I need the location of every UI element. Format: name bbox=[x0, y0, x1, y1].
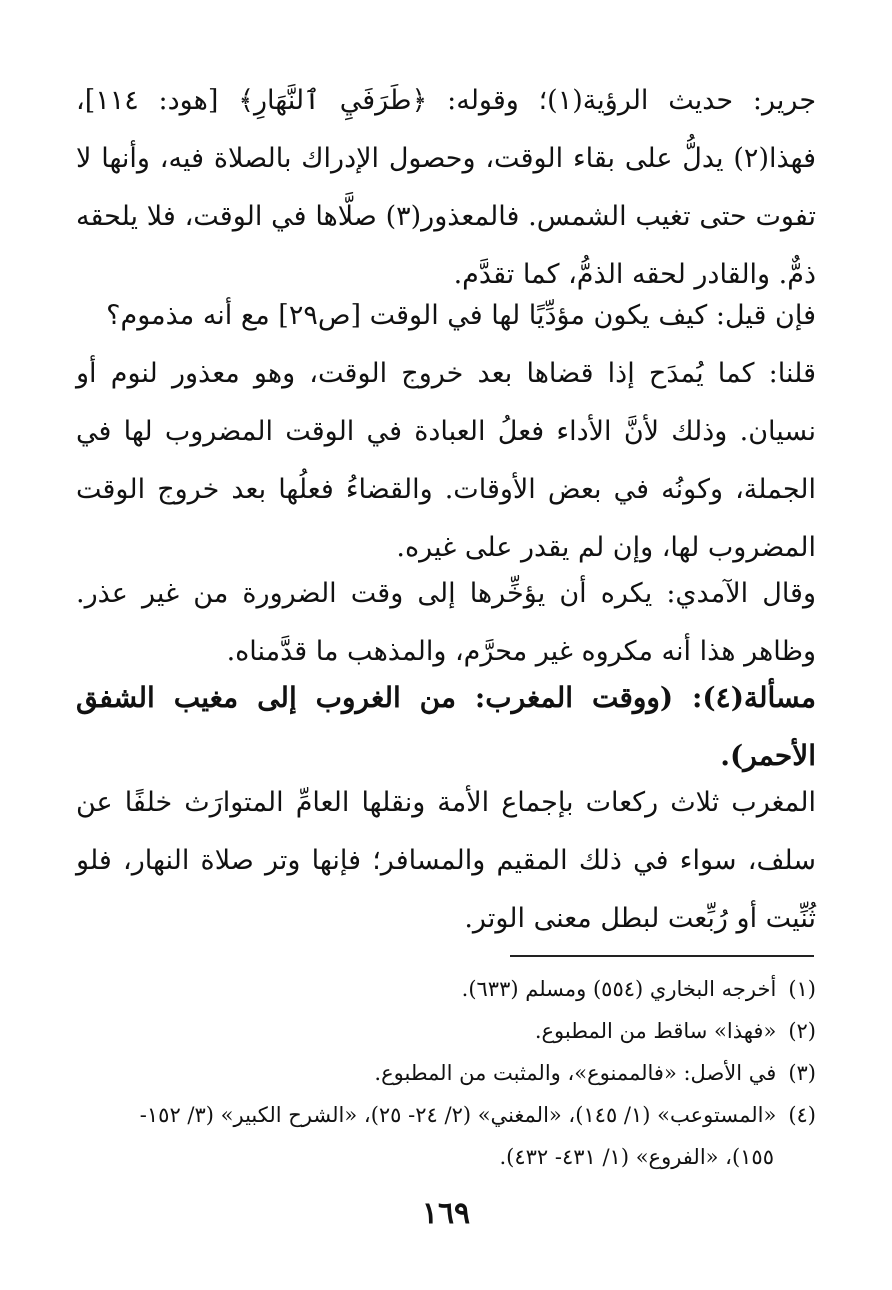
footnote-3 bbox=[76, 1052, 816, 1094]
footnote-text: «فهذا» ساقط من المطبوع. bbox=[534, 1019, 777, 1043]
footnotes bbox=[76, 968, 816, 1178]
paragraph-1: جرير: حديث الرؤية(١)؛ وقوله: ﴿طَرَفَيِ ٱلنَّهَارِ﴾ [هود: ١١٤]، فهذا(٢) يدلُّ على بقاء الوقت، وحصول الإدراك بالصلاة فيه، وأنها لا تفوت حتى تغيب الشمس. فالمعذور(٣) صلَّاها في الوقت، فلا يلحقه ذمٌّ. والقادر لحقه الذمُّ، كما تقدَّم. bbox=[76, 85, 817, 290]
paragraph-2: فإن قيل: كيف يكون مؤدِّيًا لها في الوقت [ص٢٩] مع أنه مذموم؟ bbox=[106, 300, 816, 331]
footnote-number: (٣) bbox=[788, 1061, 816, 1085]
issue-heading: مسألة(٤): (ووقت المغرب: من الغروب إلى مغيب الشفق الأحمر). bbox=[76, 681, 816, 772]
footnote-continuation: ١٥٥)، «الفروع» (١/ ٤٣١- ٤٣٢). bbox=[499, 1145, 774, 1169]
footnote-number: (٢) bbox=[788, 1019, 816, 1043]
page-number: ١٦٩ bbox=[421, 1196, 471, 1231]
footnote-number: (٤) bbox=[788, 1103, 816, 1127]
footnote-number: (١) bbox=[788, 977, 816, 1001]
footnote-text: «المستوعب» (١/ ١٤٥)، «المغني» (٢/ ٢٤- ٢٥)، «الشرح الكبير» (٣/ ١٥٢- bbox=[139, 1103, 777, 1127]
footnote-4 bbox=[76, 1094, 816, 1178]
paragraph-6: المغرب ثلاث ركعات بإجماع الأمة ونقلها العامِّ المتوارَث خلفًا عن سلف، سواء في ذلك المقيم والمسافر؛ فإنها وتر صلاة النهار، فلو ثُنِّيت أو رُبِّعت لبطل معنى الوتر. bbox=[76, 787, 816, 934]
footnote-2 bbox=[76, 1010, 816, 1052]
footnote-text: في الأصل: «فالممنوع»، والمثبت من المطبوع. bbox=[374, 1061, 777, 1085]
footnote-1 bbox=[76, 968, 816, 1010]
paragraph-4: وقال الآمدي: يكره أن يؤخِّرها إلى وقت الضرورة من غير عذر. وظاهر هذا أنه مكروه غير محرَّم، والمذهب ما قدَّمناه. bbox=[76, 578, 816, 667]
footnote-separator bbox=[510, 955, 814, 957]
paragraph-3: قلنا: كما يُمدَح إذا قضاها بعد خروج الوقت، وهو معذور لنوم أو نسيان. وذلك لأنَّ الأداء فعلُ العبادة في الوقت المضروب لها في الجملة، وكونُه في بعض الأوقات. والقضاءُ فعلُها بعد خروج الوقت المضروب لها، وإن لم يقدر على غيره. bbox=[76, 358, 816, 563]
footnote-text: أخرجه البخاري (٥٥٤) ومسلم (٦٣٣). bbox=[461, 977, 777, 1001]
